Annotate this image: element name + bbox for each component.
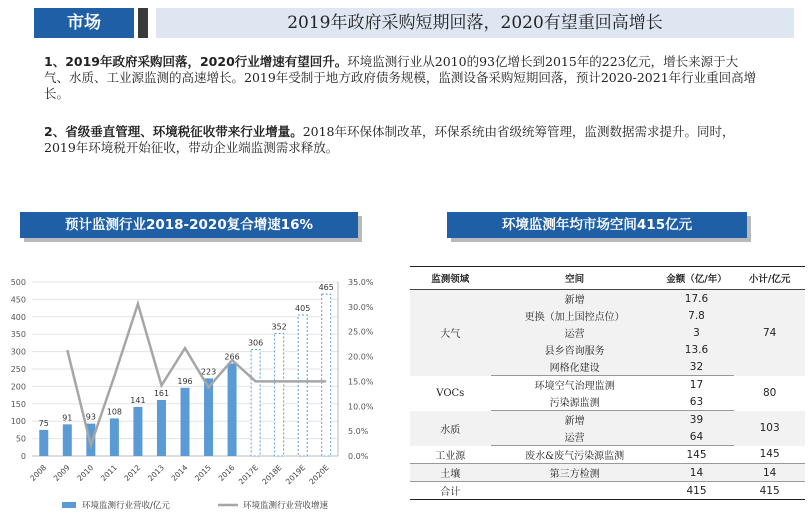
x-tick-label: 2008 [28, 463, 49, 483]
cell-amount: 7.8 [659, 307, 735, 324]
y-right-tick: 10.0% [348, 402, 374, 412]
cell-space: 更换（加上国控点位） [491, 307, 659, 324]
header-domain: 监测领域 [410, 267, 491, 290]
paragraph-1-body: 环境监测行业从2010的93亿增长到2015年的223亿元，增长来源于大气、水质、工业源监测的高速增长。2019年受制于地方政府债务规模，监测设备采购短期回落，预计2020-2021年行业重回高增长。 [44, 54, 757, 101]
y-right-tick: 5.0% [348, 427, 369, 437]
header-subtotal: 小计/亿元 [734, 267, 805, 290]
bar-2013 [157, 400, 166, 456]
cell-space: 环境空气治理监测 [534, 381, 615, 392]
bar-label: 161 [153, 388, 170, 398]
bar-2016 [228, 363, 237, 456]
y-left-tick: 400 [10, 312, 26, 322]
x-tick-label: 2017E [236, 463, 261, 487]
bar-2014 [181, 388, 190, 456]
y-right-tick: 0.0% [348, 452, 369, 461]
x-tick-label: 2014 [169, 463, 190, 483]
bar-label: 108 [106, 407, 123, 417]
cell-domain: 合计 [410, 482, 491, 500]
paragraph-1 [44, 54, 759, 102]
bar-label: 93 [85, 412, 96, 422]
cell-space: 县乡咨询服务 [491, 341, 659, 358]
chart-title: 预计监测行业2018-2020复合增速16% [20, 212, 358, 238]
table-row [410, 411, 805, 429]
cell-domain: 工业源 [410, 446, 491, 464]
cell-space [491, 482, 659, 500]
y-left-tick: 150 [10, 399, 26, 409]
y-left-tick: 250 [10, 365, 26, 374]
market-table [410, 266, 805, 500]
header-amount: 金额（亿/年） [659, 267, 735, 290]
table-row [410, 376, 805, 394]
x-tick-label: 2020E [307, 463, 331, 487]
page-title: 2019年政府采购短期回落，2020有望重回高增长 [156, 8, 794, 38]
bar-label: 91 [62, 413, 73, 423]
y-right-tick: 15.0% [348, 377, 374, 387]
cell-amount: 415 [659, 482, 735, 500]
cell-amount: 17.6 [659, 290, 735, 308]
x-tick-label: 2016 [216, 463, 237, 483]
bar-2017E [251, 350, 260, 456]
cell-subtotal: 415 [734, 482, 805, 500]
bar-label: 266 [224, 352, 240, 362]
bar-label: 465 [318, 283, 334, 293]
cell-subtotal: 14 [734, 464, 805, 482]
y-left-tick: 100 [10, 417, 26, 427]
y-left-tick: 450 [10, 295, 26, 305]
section-tag: 市场 [34, 8, 134, 38]
cell-amount: 13.6 [659, 341, 735, 358]
cell-space: 网格化建设 [491, 358, 659, 376]
y-left-tick: 0 [20, 452, 26, 461]
y-left-tick: 500 [10, 278, 26, 287]
legend-bar-label: 环境监测行业营收/亿元 [82, 501, 170, 511]
cell-space: 新增 [491, 411, 659, 429]
y-right-tick: 25.0% [348, 327, 374, 337]
bar-2018E [275, 334, 284, 456]
table-row [410, 290, 805, 308]
y-right-tick: 20.0% [348, 352, 374, 362]
y-right-tick: 30.0% [348, 302, 374, 312]
legend-bar-swatch [62, 502, 76, 508]
y-left-tick: 200 [10, 382, 26, 392]
revenue-chart [0, 258, 405, 521]
cell-domain: 大气 [410, 290, 491, 376]
x-tick-label: 2013 [146, 463, 166, 483]
cell-amount: 39 [659, 411, 735, 429]
cell-amount: 17 [689, 378, 704, 391]
bar-2011 [110, 418, 119, 456]
paragraph-2-lead: 2、省级垂直管理、环境税征收带来行业增量。 [44, 124, 303, 139]
cell-amount: 3 [659, 324, 735, 341]
bar-label: 223 [200, 367, 217, 377]
table-row [410, 446, 805, 464]
x-tick-label: 2019E [283, 463, 308, 487]
x-tick-label: 2012 [122, 463, 143, 483]
legend-line-label: 环境监测行业营收增速 [243, 501, 329, 511]
bar-2009 [63, 424, 72, 456]
cell-space: 运营 [491, 324, 659, 341]
bar-2020E [322, 294, 331, 456]
cell-amount: 63 [659, 393, 735, 411]
cell-amount: 32 [659, 358, 735, 376]
table-header-row [410, 267, 805, 290]
cell-subtotal: 74 [734, 290, 805, 376]
cell-domain: 土壤 [410, 464, 491, 482]
growth-line [67, 304, 326, 445]
bar-label: 75 [38, 418, 49, 428]
cell-space: 污染源监测 [491, 393, 659, 411]
bar-2015 [204, 378, 213, 456]
table-row [410, 482, 805, 500]
header-divider [138, 8, 148, 38]
y-left-tick: 50 [15, 434, 26, 444]
cell-space: 第三方检测 [491, 464, 659, 482]
x-tick-label: 2011 [98, 463, 119, 483]
cell-domain: 水质 [410, 411, 491, 446]
cell-amount: 145 [659, 446, 735, 464]
bar-label: 352 [271, 322, 287, 332]
paragraph-1-lead: 1、2019年政府采购回落，2020行业增速有望回升。 [44, 54, 348, 69]
x-tick-label: 2015 [193, 463, 213, 483]
y-left-tick: 300 [10, 347, 26, 357]
cell-subtotal: 80 [762, 387, 777, 399]
x-tick-label: 2018E [260, 463, 284, 487]
bar-2019E [298, 315, 307, 456]
table-row [410, 464, 805, 482]
x-tick-label: 2009 [51, 463, 72, 483]
bar-label: 405 [295, 304, 311, 314]
cell-amount: 14 [659, 464, 735, 482]
cell-subtotal: 103 [734, 411, 805, 446]
bar-label: 306 [247, 338, 264, 348]
y-right-tick: 35.0% [348, 278, 374, 287]
cell-space: 运营 [491, 428, 659, 446]
bar-2008 [39, 430, 48, 456]
paragraph-2-body: 2018年环保体制改革，环保系统由省级统筹管理，监测数据需求提升。同时，2019年环境税开始征收，带动企业端监测需求释放。 [44, 124, 735, 155]
cell-space: 废水&废气污染源监测 [491, 446, 659, 464]
cell-domain: VOCs [436, 387, 465, 399]
bar-2012 [133, 407, 142, 456]
y-left-tick: 350 [10, 330, 26, 340]
cell-amount: 64 [659, 428, 735, 446]
cell-space: 新增 [491, 290, 659, 308]
table-title: 环境监测年均市场空间415亿元 [447, 212, 747, 238]
bar-label: 196 [177, 376, 193, 386]
bar-label: 141 [130, 395, 146, 405]
paragraph-2 [44, 124, 759, 156]
x-tick-label: 2010 [75, 463, 96, 483]
header-space: 空间 [491, 267, 659, 290]
cell-subtotal: 145 [734, 446, 805, 464]
